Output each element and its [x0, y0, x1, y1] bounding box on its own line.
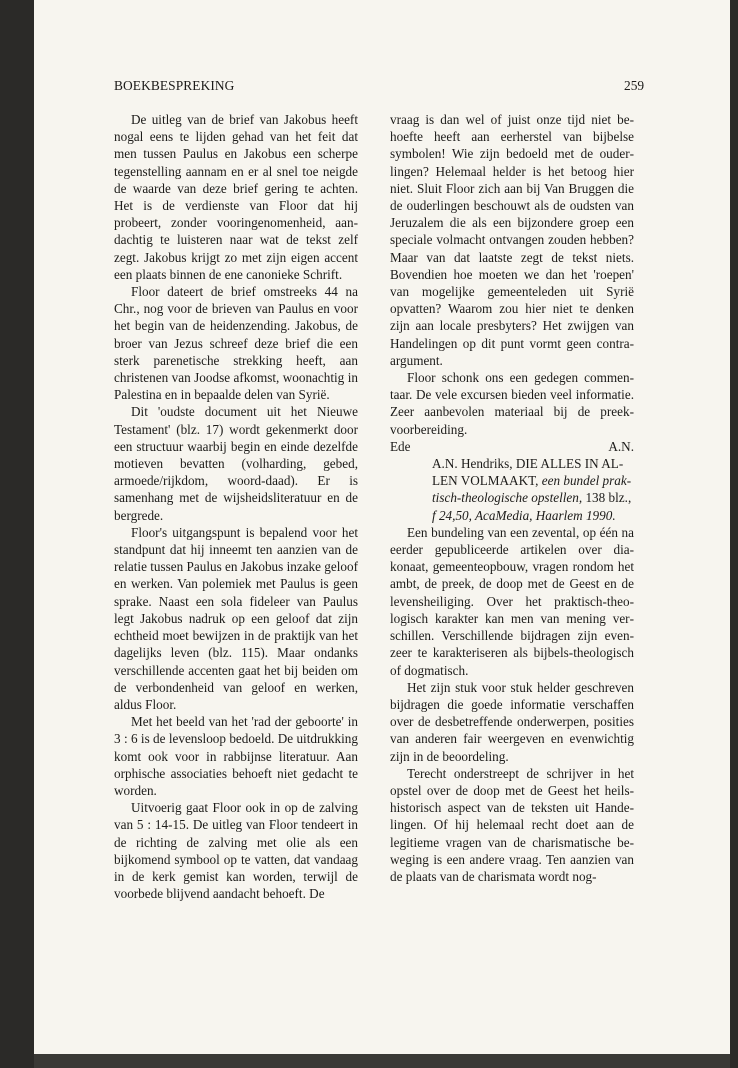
paragraph: Floor dateert de brief omstreeks 44 na Chr., nog voor de brieven van Paulus en voor het begin van de heidenzending. Jakobus, de broer van Jezus schreef deze brief die een sterk parenetische strekking heeft, aan christenen van Joodse afkomst, woonachtig in Palestina en in bepaalde delen van Syrië.	[114, 284, 358, 403]
right-column	[390, 111, 634, 885]
journal-page	[34, 0, 730, 1068]
paragraph: Floor's uitgangspunt is bepalend voor het standpunt dat hij inneemt ten aanzien van de relatie tussen Paulus en Jakobus inzake geloof en werken. Van polemiek met Paulus is geen sprake. Naast een sola fideleer van Paulus legt Jakobus nadruk op een geloof dat zijn echtheid moet bewijzen in de praktijk van het dagelijks leven (blz. 115). Maar ondanks verschillende accenten gaat het bij beiden om de verbondenheid van geloof en werken, aldus Floor.	[114, 524, 358, 712]
book-reference	[390, 455, 634, 524]
signature-place: Ede	[390, 438, 411, 454]
paragraph: Uitvoerig gaat Floor ook in op de zalving van 5 : 14-15. De uitleg van Floor tendeert in de richting de zalving met olie als een bijkomend symbool op te vatten, dat vandaag in de kerk gemist kan worden, terwijl de voorbede blijvend aandacht behoeft. De	[114, 800, 358, 902]
paragraph: Terecht onderstreept de schrijver in het opstel over de doop met de Geest het heilshistorisch aspect van de teksten uit Handelingen. Of hij helemaal recht doet aan de legitieme vragen van de charismatische beweging is een andere vraag. Ten aanzien van de plaats van de charismata wordt nog-	[390, 765, 634, 884]
running-head: BOEKBESPREKING	[114, 78, 235, 93]
signature-initials: A.N.	[608, 438, 634, 454]
paragraph-continuation: vraag is dan wel of juist onze tijd niet behoefte heeft aan eerherstel van bijbelse symbolen! Wie zijn bedoeld met de ouderlingen? Helemaal helder is het betoog hier niet. Sluit Floor zich aan bij Van Bruggen die de ouderlingen beschouwt als de oudsten van Jeruzalem die als een bijzondere groep een speciale volmacht ontvangen zouden hebben? Maar van dat laatste zegt de tekst niets. Bovendien hoe moeten we dan het 'roepen' van mogelijke gemeenteleden uit Syrië opvatten? Waarom zou hier niet te denken zijn aan locale presbyters? Het zwijgen van Handelingen op dit punt vormt geen contra-argument.	[390, 112, 634, 368]
review-signature	[390, 438, 634, 455]
book-details: 138 blz.,	[585, 490, 632, 506]
book-subtitle: een bundel praktisch-theologische opstellen,	[432, 473, 632, 506]
paragraph: De uitleg van de brief van Jakobus heeft nogal eens te lijden gehad van het feit dat men tussen Paulus en Jakobus een scherpe tegenstelling aannam en er al snel toe neigde de waarde van deze brief gering te achten. Het is de verdienste van Floor dat hij probeert, zonder vooringenomenheid, aandachtig te luisteren naar wat de tekst zelf zegt. Jakobus krijgt zo met zijn eigen accent een plaats binnen de ene canonieke Schrift.	[114, 112, 358, 282]
paragraph: Dit 'oudste document uit het Nieuwe Testament' (blz. 17) wordt gekenmerkt door een structuur waarbij begin en einde dezelfde motieven bevatten (volharding, gebed, armoede/rijkdom, woord-daad). Er is samenhang met de wijsheidsliteratuur en de bergrede.	[114, 404, 358, 523]
paragraph-closing: Floor schonk ons een gedegen commentaar. De vele excursen bieden veel informatie. Zeer aanbevolen materiaal bij de preekvoorbereiding.	[390, 370, 634, 437]
paragraph: Het zijn stuk voor stuk helder geschreven bijdragen die goede informatie verschaffen over de desbetreffende onderwerpen, posities van anderen fair weergeven en evenwichtig zijn in de beoordeling.	[390, 679, 634, 764]
book-author-title: A.N. Hendriks, DIE ALLES IN ALLEN VOLMAAKT,	[432, 456, 624, 489]
left-column	[114, 111, 358, 902]
page-number: 259	[624, 78, 645, 93]
paragraph: Een bundeling van een zevental, op één na eerder gepubliceerde artikelen over diakonaat, gemeenteopbouw, vragen rondom het ambt, de preek, de doop met de Geest en de levensheiliging. Over het praktisch-theologisch karakter kan men van mening verschillen. Verschillende bijdragen zijn evenzeer te karakteriseren als bijbels-theologisch of dogmatisch.	[390, 524, 634, 678]
book-price-publisher: f 24,50, AcaMedia, Haarlem 1990.	[432, 507, 616, 523]
paragraph: Met het beeld van het 'rad der geboorte' in 3 : 6 is de levensloop bedoeld. De uitdrukking komt ook voor in rabbijnse literatuur. Aan orphische associaties behoeft niet gedacht te worden.	[114, 714, 358, 798]
scan-edge	[34, 1054, 730, 1068]
